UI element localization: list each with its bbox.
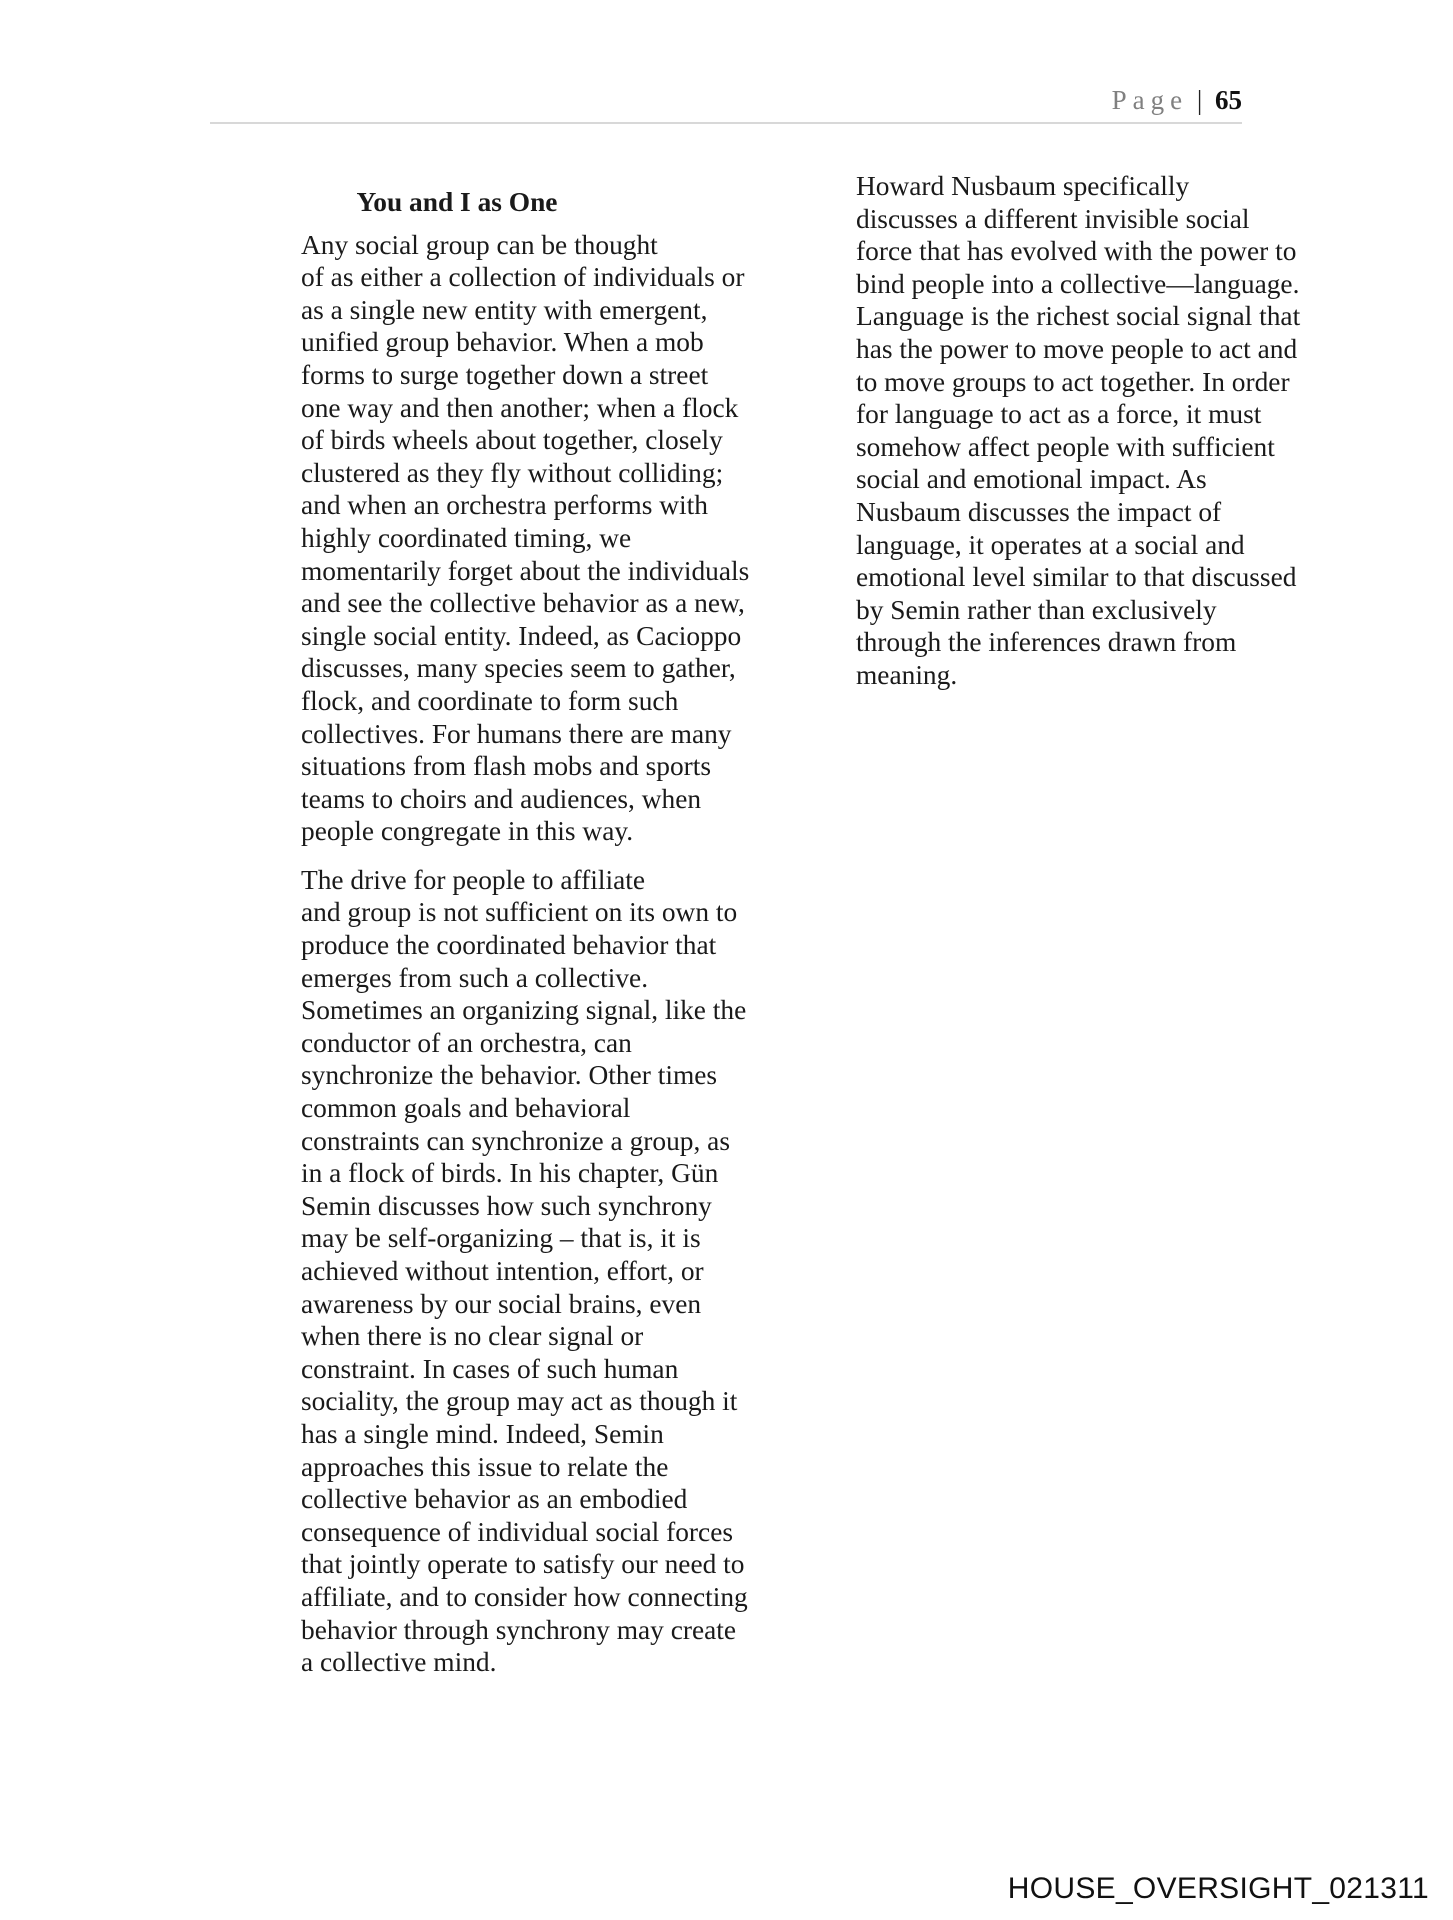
- page-label: Page: [1111, 85, 1189, 115]
- text-line: discusses, many species seem to gather,: [301, 653, 736, 684]
- text-line: Any social group can be thought: [301, 229, 658, 260]
- text-line: common goals and behavioral: [301, 1093, 631, 1124]
- text-line: consequence of individual social forces: [301, 1516, 734, 1547]
- paragraph: [213, 864, 748, 1679]
- text-line: affiliate, and to consider how connecting: [301, 1581, 748, 1612]
- text-line: synchronize the behavior. Other times: [301, 1060, 718, 1091]
- text-line: when there is no clear signal or: [301, 1321, 644, 1352]
- text-line: and group is not sufficient on its own to: [301, 897, 738, 928]
- text-line: conductor of an orchestra, can: [301, 1027, 632, 1058]
- paragraph: [768, 170, 1301, 692]
- text-line: single social entity. Indeed, as Cacioppo: [301, 620, 742, 651]
- text-line: approaches this issue to relate the: [301, 1451, 669, 1482]
- text-line: of as either a collection of individuals or: [301, 262, 745, 293]
- text-line: constraints can synchronize a group, as: [301, 1125, 730, 1156]
- text-line: of birds wheels about together, closely: [301, 425, 723, 456]
- text-line: somehow affect people with sufficient: [856, 431, 1275, 462]
- text-line: collectives. For humans there are many: [301, 718, 732, 749]
- text-line: social and emotional impact. As: [856, 464, 1207, 495]
- text-line: for language to act as a force, it must: [856, 399, 1262, 430]
- text-line: emerges from such a collective.: [301, 962, 649, 993]
- text-line: achieved without intention, effort, or: [301, 1256, 704, 1286]
- text-line: produce the coordinated behavior that: [301, 930, 717, 961]
- text-line: awareness by our social brains, even: [301, 1288, 702, 1319]
- text-line: by Semin rather than exclusively: [856, 594, 1217, 625]
- text-line: momentarily forget about the individuals: [301, 555, 750, 586]
- text-line: and see the collective behavior as a new,: [301, 588, 745, 619]
- text-line: constraint. In cases of such human: [301, 1353, 679, 1384]
- text-line: clustered as they fly without colliding;: [301, 457, 724, 488]
- text-line: people congregate in this way.: [301, 816, 634, 847]
- text-line: through the inferences drawn from: [856, 627, 1237, 658]
- text-line: to move groups to act together. In order: [856, 366, 1290, 397]
- right-column: [768, 170, 1301, 708]
- text-line: teams to choirs and audiences, when: [301, 783, 702, 814]
- text-line: has the power to move people to act and: [856, 333, 1298, 364]
- text-line: behavior through synchrony may create: [301, 1614, 737, 1645]
- text-line: and when an orchestra performs with: [301, 490, 708, 521]
- bates-stamp: HOUSE_OVERSIGHT_021311: [1007, 1872, 1429, 1905]
- text-line: one way and then another; when a flock: [301, 392, 739, 423]
- text-line: sociality, the group may act as though it: [301, 1386, 738, 1417]
- text-line: that jointly operate to satisfy our need to: [301, 1549, 745, 1580]
- text-line: flock, and coordinate to form such: [301, 685, 679, 716]
- left-column: [213, 186, 750, 1695]
- paragraph: [213, 229, 750, 848]
- text-line: discusses a different invisible social: [856, 203, 1250, 234]
- text-line: in a flock of birds. In his chapter, Gün: [301, 1158, 719, 1189]
- text-line: Semin discusses how such synchrony: [301, 1190, 712, 1221]
- text-line: bind people into a collective—language.: [856, 268, 1300, 299]
- section-title: You and I as One: [356, 187, 558, 217]
- text-line: Nusbaum discusses the impact of: [856, 496, 1222, 527]
- text-line: as a single new entity with emergent,: [301, 294, 708, 325]
- text-line: unified group behavior. When a mob: [301, 327, 704, 358]
- text-line: meaning.: [856, 659, 958, 690]
- text-line: Language is the richest social signal that: [856, 301, 1301, 332]
- page-header: [210, 82, 1242, 124]
- page-separator: |: [1196, 85, 1203, 115]
- text-line: emotional level similar to that discussed: [856, 562, 1297, 593]
- page-number: 65: [1215, 85, 1242, 115]
- text-line: has a single mind. Indeed, Semin: [301, 1418, 664, 1449]
- text-line: The drive for people to affiliate: [301, 864, 646, 895]
- text-line: collective behavior as an embodied: [301, 1484, 688, 1515]
- text-line: forms to surge together down a street: [301, 359, 709, 390]
- text-line: may be self-organizing – that is, it is: [301, 1223, 701, 1254]
- text-line: a collective mind.: [301, 1647, 497, 1678]
- text-line: force that has evolved with the power to: [856, 236, 1297, 267]
- text-line: situations from flash mobs and sports: [301, 751, 712, 782]
- text-line: Sometimes an organizing signal, like the: [301, 995, 747, 1026]
- text-line: language, it operates at a social and: [856, 529, 1245, 560]
- page-number-block: [1112, 85, 1242, 116]
- text-line: Howard Nusbaum specifically: [856, 171, 1190, 201]
- text-line: highly coordinated timing, we: [301, 522, 632, 553]
